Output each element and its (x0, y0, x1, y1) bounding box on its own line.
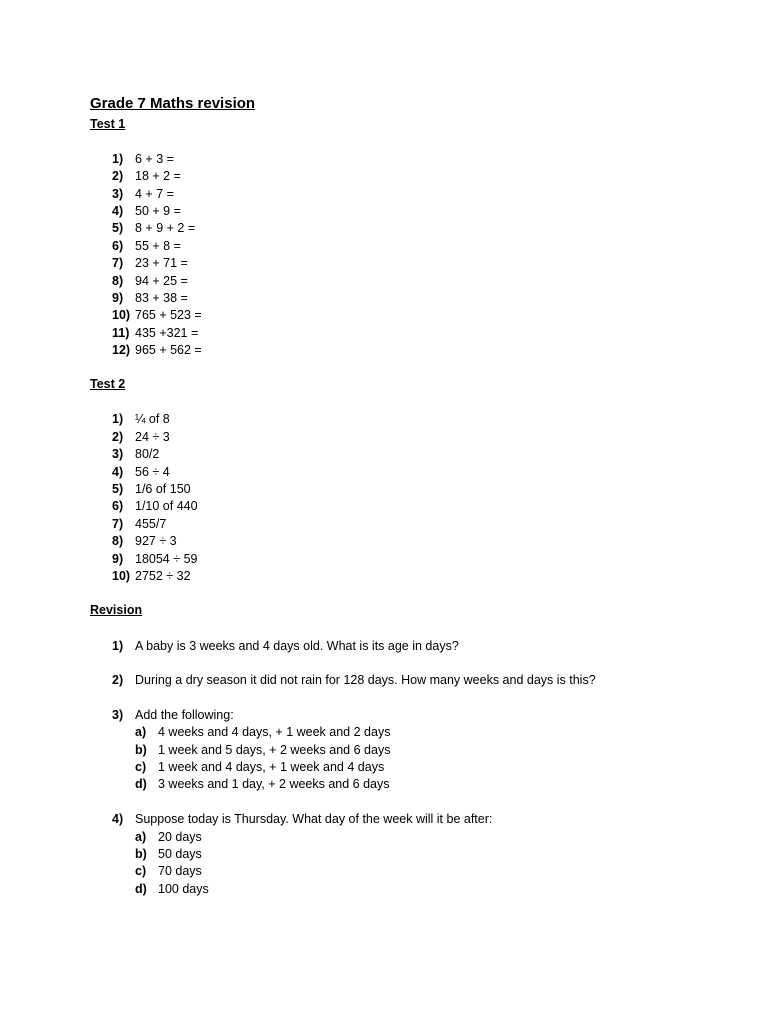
item-number: 8) (112, 274, 124, 288)
item-text: 80/2 (135, 447, 160, 461)
sub-item-letter: c) (135, 760, 147, 774)
test2-heading: Test 2 (90, 377, 126, 391)
item-number: 5) (112, 482, 124, 496)
sub-item-text: 3 weeks and 1 day, + 2 weeks and 6 days (158, 777, 390, 791)
item-text: 435 +321 = (135, 326, 199, 340)
item-number: 4) (112, 812, 124, 826)
item-number: 7) (112, 256, 124, 270)
item-text: 94 + 25 = (135, 274, 188, 288)
item-number: 5) (112, 221, 124, 235)
sub-item-letter: c) (135, 864, 147, 878)
item-number: 8) (112, 534, 124, 548)
item-number: 3) (112, 708, 124, 722)
item-number: 6) (112, 499, 124, 513)
item-text: 1/6 of 150 (135, 482, 191, 496)
page-title: Grade 7 Maths revision (90, 95, 256, 112)
item-text: Suppose today is Thursday. What day of the week will it be after: (135, 812, 493, 826)
item-text: 83 + 38 = (135, 291, 188, 305)
item-number: 2) (112, 673, 124, 687)
item-text: 927 ÷ 3 (135, 534, 177, 548)
item-text: 1/10 of 440 (135, 499, 198, 513)
item-number: 2) (112, 169, 124, 183)
sub-item-letter: b) (135, 847, 147, 861)
sub-item-letter: d) (135, 777, 147, 791)
sub-item-letter: d) (135, 882, 147, 896)
sub-item-letter: b) (135, 743, 147, 757)
item-number: 11) (112, 326, 130, 340)
item-text: A baby is 3 weeks and 4 days old. What is its age in days? (135, 639, 459, 653)
sub-item-text: 1 week and 4 days, + 1 week and 4 days (158, 760, 385, 774)
sub-item-text: 4 weeks and 4 days, + 1 week and 2 days (158, 725, 391, 739)
sub-item-text: 100 days (158, 882, 209, 896)
item-text: 765 + 523 = (135, 308, 202, 322)
item-text: 50 + 9 = (135, 204, 181, 218)
sub-item-text: 50 days (158, 847, 202, 861)
sub-item-text: 1 week and 5 days, + 2 weeks and 6 days (158, 743, 391, 757)
item-number: 10) (112, 569, 131, 583)
item-text: 18054 ÷ 59 (135, 552, 198, 566)
item-number: 4) (112, 465, 124, 479)
item-number: 12) (112, 343, 131, 357)
item-number: 1) (112, 412, 124, 426)
item-number: 3) (112, 187, 124, 201)
sub-item-text: 70 days (158, 864, 202, 878)
item-number: 9) (112, 291, 124, 305)
item-number: 4) (112, 204, 124, 218)
item-text: 2752 ÷ 32 (135, 569, 191, 583)
revision-heading: Revision (90, 603, 143, 617)
item-number: 9) (112, 552, 124, 566)
sub-item-letter: a) (135, 830, 147, 844)
item-number: 1) (112, 152, 124, 166)
test1-heading: Test 1 (90, 117, 126, 131)
item-number: 6) (112, 239, 124, 253)
item-text: ¼ of 8 (135, 412, 170, 426)
item-text: 6 + 3 = (135, 152, 174, 166)
item-text: 8 + 9 + 2 = (135, 221, 196, 235)
sub-item-text: 20 days (158, 830, 202, 844)
item-text: 56 ÷ 4 (135, 465, 170, 479)
item-text: 965 + 562 = (135, 343, 202, 357)
item-text: Add the following: (135, 708, 234, 722)
item-number: 1) (112, 639, 124, 653)
item-text: 24 ÷ 3 (135, 430, 170, 444)
item-number: 7) (112, 517, 124, 531)
item-text: 23 + 71 = (135, 256, 188, 270)
item-text: 55 + 8 = (135, 239, 181, 253)
item-text: 18 + 2 = (135, 169, 181, 183)
item-text: 455/7 (135, 517, 167, 531)
item-number: 10) (112, 308, 131, 322)
item-number: 3) (112, 447, 124, 461)
item-number: 2) (112, 430, 124, 444)
sub-item-letter: a) (135, 725, 147, 739)
item-text: 4 + 7 = (135, 187, 174, 201)
item-text: During a dry season it did not rain for 128 days. How many weeks and days is this? (135, 673, 596, 687)
